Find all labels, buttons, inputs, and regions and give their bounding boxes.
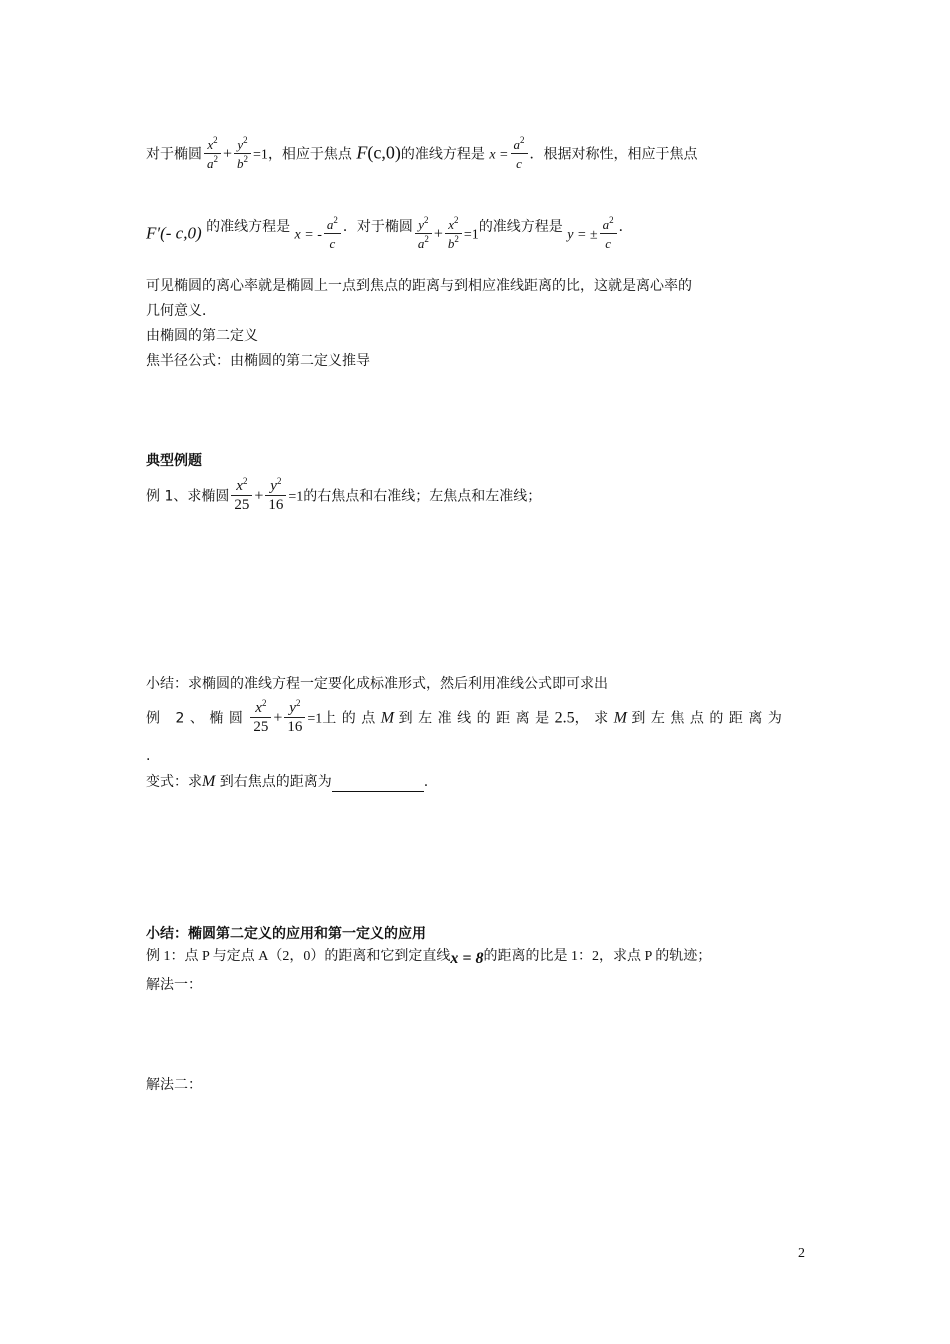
text: 上的点 [322, 710, 381, 727]
para-directrix-2 [146, 216, 633, 253]
para-second-definition: 由椭圆的第二定义 [146, 328, 258, 344]
text: ，相应于焦点 [267, 146, 352, 163]
method-1: 解法一： [146, 977, 202, 993]
fraction-x2-25: $\frac{x^2}{25}$ [231, 478, 252, 515]
text: 到右焦点的距离为 [219, 774, 332, 790]
fraction-x2-25: $\frac{x^2}{25}$ [250, 700, 271, 737]
plus-sign: + [254, 487, 264, 505]
text: 到左焦点的距离为 [631, 710, 788, 727]
fraction-y2-16: $\frac{y^2}{16}$ [265, 478, 286, 515]
point-m: M [202, 773, 216, 790]
fraction-x2-a2: $\frac{x^2}{a^2}$ [204, 136, 221, 173]
point-m: M [380, 709, 395, 727]
point-m: M [613, 709, 627, 727]
text: ，求 [574, 710, 614, 727]
directrix-lhs: x = - [294, 227, 322, 243]
text: . [423, 774, 429, 790]
directrix-lhs: x = [489, 147, 509, 163]
equals-one: =1 [253, 147, 268, 163]
fraction-y2-b2: $\frac{y^2}{b^2}$ [234, 136, 251, 173]
fraction-y2-16: $\frac{y^2}{16}$ [284, 700, 305, 737]
fraction-a2-c: $\frac{a^2}{c}$ [511, 136, 528, 173]
text: 对于椭圆 [146, 146, 202, 163]
text: 例 1：点 P 与定点 A（2，0）的距离和它到定直线 [146, 949, 451, 964]
example-3 [146, 946, 711, 967]
example-2-blank-dot: . [146, 748, 151, 764]
example-2 [146, 700, 787, 737]
text: 的准线方程是 [206, 218, 291, 235]
line-equation: x = 8 [450, 950, 484, 967]
variant [146, 772, 428, 792]
equals-one: =1 [288, 489, 304, 505]
para-eccentricity-line2: 几何意义． [146, 303, 216, 319]
plus-sign: + [433, 225, 443, 243]
text: ． [618, 218, 633, 235]
summary-1: 小结：求椭圆的准线方程一定要化成标准形式，然后利用准线公式即可求出 [146, 676, 608, 692]
method-2: 解法二： [146, 1077, 202, 1093]
text: 例 1、求椭圆 [146, 488, 230, 505]
text: 的准线方程是 [478, 218, 563, 235]
equals-one: =1 [463, 227, 479, 243]
summary-2: 小结：椭圆第二定义的应用和第一定义的应用 [146, 926, 426, 942]
example-1 [146, 478, 541, 515]
frac-num: y [237, 137, 244, 152]
plus-sign: + [223, 145, 233, 163]
frac-num: x [207, 137, 214, 152]
directrix-lhs: y = ± [567, 227, 598, 243]
answer-blank[interactable] [332, 777, 424, 792]
frac-den: b [237, 156, 244, 171]
text: ．对于椭圆 [342, 218, 413, 235]
fraction-y2-a2: $\frac{y^2}{a^2}$ [415, 216, 432, 253]
distance-value: 2.5 [554, 709, 575, 727]
para-eccentricity-line1: 可见椭圆的离心率就是椭圆上一点到焦点的距离与到相应准线距离的比，这就是离心率的 [146, 278, 692, 294]
text: 变式：求 [146, 774, 202, 790]
text: ．根据对称性，相应于焦点 [529, 146, 698, 163]
para-directrix-1 [146, 136, 698, 173]
fraction-a2-c: $\frac{a^2}{c}$ [324, 216, 341, 253]
page-number: 2 [798, 1246, 805, 1261]
heading-examples: 典型例题 [146, 453, 202, 469]
text: 到左准线的距离是 [398, 710, 555, 727]
focus-right: F(c,0) [356, 142, 401, 163]
text: 的右焦点和右准线；左焦点和左准线； [303, 488, 542, 505]
text: 的距离的比是 1：2，求点 P 的轨迹； [483, 949, 712, 964]
equals-one: =1 [307, 711, 323, 727]
text: 例 2、椭圆 [146, 710, 249, 727]
frac-den: a [207, 156, 214, 171]
para-focal-radius: 焦半径公式：由椭圆的第二定义推导 [146, 353, 370, 369]
focus-left: F′(- c,0) [146, 223, 202, 243]
fraction-x2-b2: $\frac{x^2}{b^2}$ [445, 216, 462, 253]
text: 的准线方程是 [400, 146, 485, 163]
plus-sign: + [273, 709, 283, 727]
fraction-a2-c: $\frac{a^2}{c}$ [600, 216, 617, 253]
